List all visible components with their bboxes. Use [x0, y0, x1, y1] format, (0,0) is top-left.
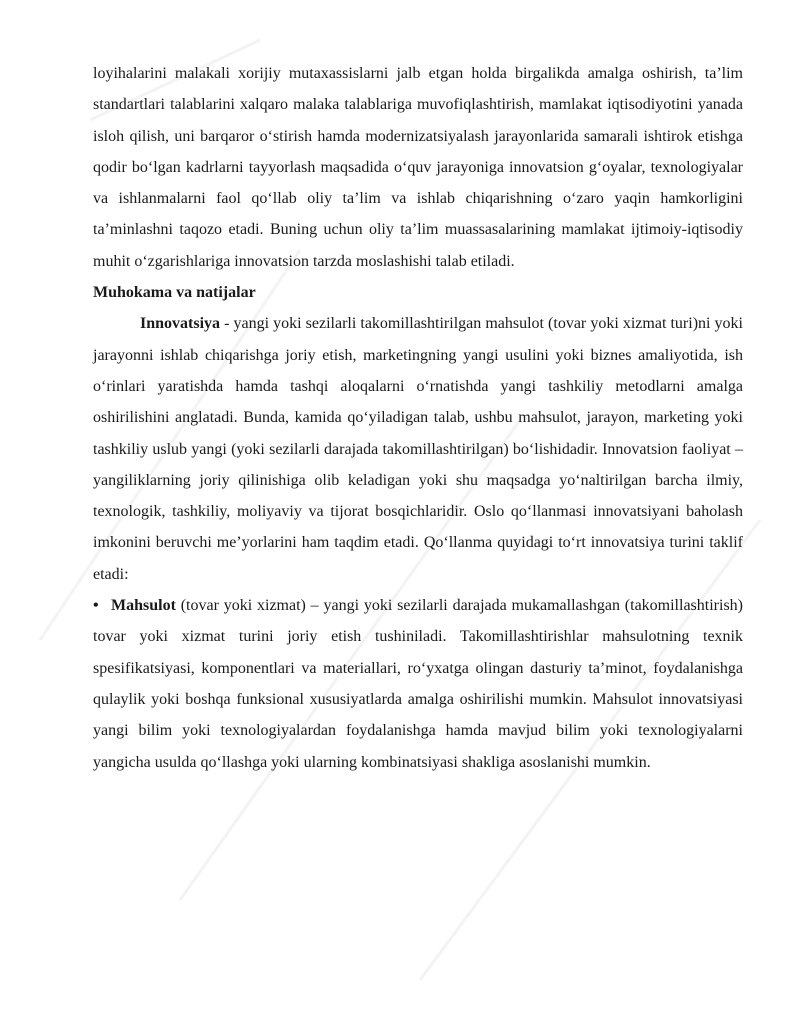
paragraph-intro: loyihalarini malakali xorijiy mutaxassislarni jalb etgan holda birgalikda amalga oshirish, ta’lim standartlari talablarini xalqaro malaka talablariga muvofiqlashtirish, mamlakat iqtisodiyotini yanada isloh qilish, uni barqaror o‘stirish hamda modernizatsiyalash jarayonlarida samarali ishtirok etishga qodir bo‘lgan kadrlarni tayyorlash maqsadida o‘quv jarayoniga innovatsion g‘oyalar, texnologiyalar va ishlanmalarni faol qo‘llab oliy ta’lim va ishlab chiqarishning o‘zaro yaqin hamkorligini ta’minlashni taqozo etadi. Buning uchun oliy ta’lim muassasalarining mamlakat ijtimoiy-iqtisodiy muhit o‘zgarishlariga innovatsion tarzda moslashishi talab etiladi.	[93, 65, 743, 270]
bullet-icon: •	[93, 597, 99, 615]
mahsulot-description-text: (tovar yoki xizmat) – yangi yoki sezilarli darajada mukamallashgan (takomillashtirish) tovar yoki xizmat turini joriy etish tushiniladi. Takomillashtirishlar mahsulotning texnik spesifikatsiyasi, komponentlari va materiallari, ro‘yxatga olingan dasturiy ta’minot, foydalanishga qulaylik yoki boshqa funksional xususiyatlarda amalga oshirilishi mumkin. Mahsulot innovatsiyasi yangi bilim yoki texnologiyalardan foydalanishga hamda mavjud bilim yoki texnologiyalarni yangicha usulda qo‘llashga yoki ularning kombinatsiyasi shakliga asoslanishi mumkin.	[93, 597, 743, 771]
innovation-definition-text: - yangi yoki sezilarli takomillashtirilgan mahsulot (tovar yoki xizmat turi)ni yoki jarayonni ishlab chiqarishga joriy etish, marketingning yangi usulini yoki biznes amaliyotida, ish o‘rinlari yaratishda hamda tashqi aloqalarni o‘rnatishda yangi tashkiliy metodlarni amalga oshirilishini anglatadi. Bunda, kamida qo‘yiladigan talab, ushbu mahsulot, jarayon, marketing yoki tashkiliy uslub yangi (yoki sezilarli darajada takomillashtirilgan) bo‘lishidadir. Innovatsion faoliyat – yangiliklarning joriy qilinishiga olib keladigan yoki shu maqsadga yo‘naltirilgan barcha ilmiy, texnologik, tashkiliy, moliyaviy va tijorat bosqichlaridir. Oslo qo‘llanmasi innovatsiyani baholash imkonini beruvchi me’yorlarini ham taqdim etadi. Qo‘llanma quyidagi to‘rt innovatsiya turini taklif etadi:	[93, 315, 743, 583]
paragraph-innovation-definition	[93, 308, 743, 590]
section-heading: Muhokama va natijalar	[93, 284, 256, 302]
term-mahsulot: Mahsulot	[111, 597, 176, 615]
bullet-item-mahsulot	[93, 590, 743, 778]
term-innovatsiya: Innovatsiya	[140, 315, 221, 333]
document-page	[93, 58, 743, 778]
